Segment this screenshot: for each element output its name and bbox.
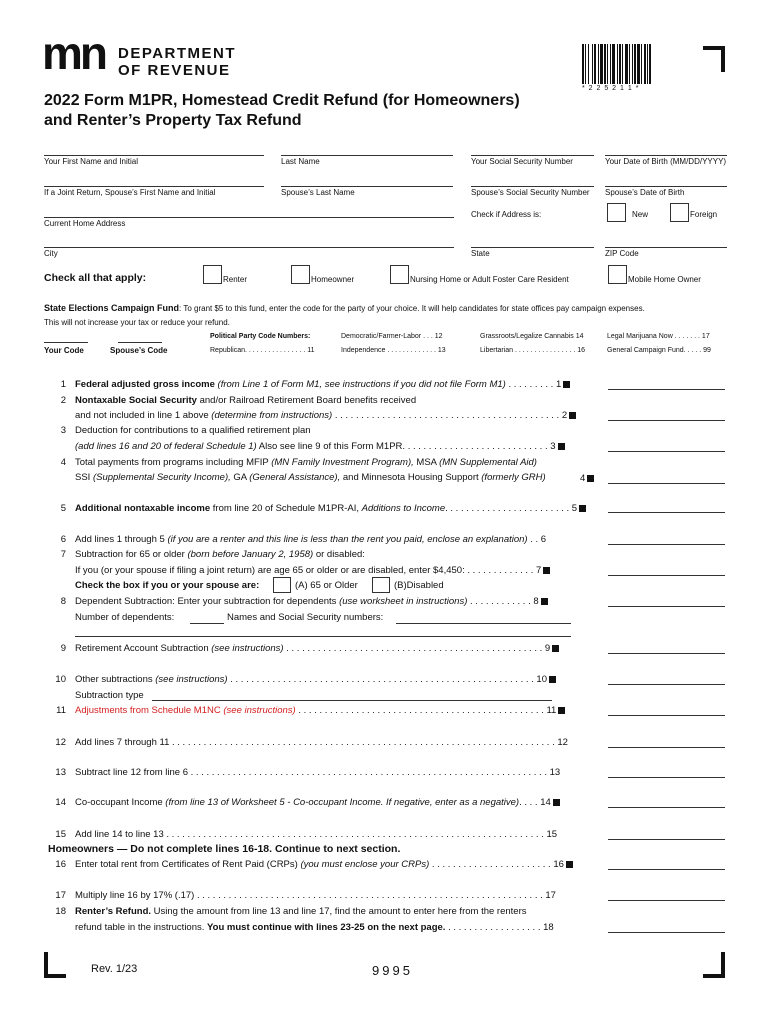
barcode-bar xyxy=(625,44,628,84)
line-5-amount[interactable] xyxy=(608,512,725,513)
line-6: 6 Add lines 1 through 5 (if you are a renter and this line is less than the rent you paid, enclose an explanation) . . 6 xyxy=(60,534,547,545)
line-2a: 2 Nontaxable Social Security and/or Railroad Retirement Board benefits received xyxy=(60,395,417,406)
spouse-dob-field[interactable]: Spouse’s Date of Birth xyxy=(605,188,685,197)
line-17: 17 Multiply line 16 by 17% (.17) . . . . . . . . . . . . . . . . . . . . . . . . . . . . . . . . . . . . . . . . . . . . . . . . . . . . . . . . . . . . . . . . . . 17 xyxy=(55,890,556,901)
spouse-code-field[interactable]: Spouse’s Code xyxy=(110,346,168,355)
barcode-bar xyxy=(604,44,606,84)
dob-field[interactable]: Your Date of Birth (MM/DD/YYYY) xyxy=(605,157,727,166)
party-libertarian: Libertarian . . . . . . . . . . . . . . . . 16 xyxy=(480,347,586,354)
barcode-number: * 2 2 5 2 1 1 * xyxy=(582,85,640,92)
corner-mark-bottom-left xyxy=(44,952,66,978)
new-address-checkbox[interactable] xyxy=(607,203,626,222)
barcode-bar xyxy=(622,44,623,84)
campaign-fund-note: This will not increase your tax or reduce your refund. xyxy=(44,318,230,327)
barcode-bar xyxy=(629,44,630,84)
form-code: 9995 xyxy=(372,963,413,978)
campaign-fund-text xyxy=(44,303,645,313)
dependents-count-label: Number of dependents: xyxy=(75,612,175,623)
barcode-bar xyxy=(594,44,596,84)
party-general-fund: General Campaign Fund. . . . . 99 xyxy=(607,347,711,354)
dependents-count-field[interactable] xyxy=(190,623,224,624)
line-13-amount[interactable] xyxy=(608,777,725,778)
home-address-field[interactable]: Current Home Address xyxy=(44,219,126,228)
form-title-line-1: 2022 Form M1PR, Homestead Credit Refund (for Homeowners) xyxy=(44,92,520,109)
line-14: 14 Co-occupant Income (from line 13 of Worksheet 5 - Co-occupant Income. If negative, enter as a negative). . . . 14 xyxy=(48,797,596,808)
campaign-fund-desc: : To grant $5 to this fund, enter the code for the party of your choice. It will help candidates for state offices pay campaign expenses. xyxy=(179,304,645,313)
party-legal-marijuana: Legal Marijuana Now . . . . . . . 17 xyxy=(607,333,710,340)
disabled-label: (B)Disabled xyxy=(394,580,444,591)
nursing-home-checkbox[interactable] xyxy=(390,265,409,284)
mn-logo: mn xyxy=(42,27,105,79)
line-16: 16 Enter total rent from Certificates of Rent Paid (CRPs) (you must enclose your CRPs) . . . . . . . . . . . . . . . . . . . . . . . 16 xyxy=(48,859,596,870)
ssn-field[interactable]: Your Social Security Number xyxy=(471,157,573,166)
renter-checkbox[interactable] xyxy=(203,265,222,284)
barcode-bar xyxy=(607,44,608,84)
line-6-amount[interactable] xyxy=(608,544,725,545)
foreign-address-checkbox[interactable] xyxy=(670,203,689,222)
barcode-bar xyxy=(619,44,621,84)
line-9-amount[interactable] xyxy=(608,653,725,654)
line-11: 11 Adjustments from Schedule M1NC (see instructions) . . . . . . . . . . . . . . . . . . . . . . . . . . . . . . . . . . . . . . . . . . . . . . . 11 xyxy=(48,705,596,716)
party-independence: Independence . . . . . . . . . . . . . 13 xyxy=(341,347,446,354)
line-10-amount[interactable] xyxy=(608,684,725,685)
barcode-bar xyxy=(637,44,640,84)
barcode-bar xyxy=(612,44,615,84)
dependents-names-field[interactable] xyxy=(396,623,571,624)
line-7c-label: Check the box if you or your spouse are: xyxy=(75,580,260,591)
line-1-amount[interactable] xyxy=(608,389,725,390)
check-address-label: Check if Address is: xyxy=(471,210,542,219)
renter-label: Renter xyxy=(223,275,248,284)
foreign-label: Foreign xyxy=(690,210,718,219)
barcode-bar xyxy=(632,44,633,84)
barcode-bar xyxy=(585,44,586,84)
barcode xyxy=(582,44,677,84)
barcode-bar xyxy=(634,44,636,84)
age-65-checkbox[interactable] xyxy=(273,577,291,593)
zip-field[interactable]: ZIP Code xyxy=(605,249,639,258)
party-codes-label: Political Party Code Numbers: xyxy=(210,333,311,340)
homeowner-label: Homeowner xyxy=(311,275,355,284)
line-10: 10 Other subtractions (see instructions) . . . . . . . . . . . . . . . . . . . . . . . . . . . . . . . . . . . . . . . . . . . . . . . . . . . . . . . . . . 10 xyxy=(48,674,596,685)
line-12: 12 Add lines 7 through 11 . . . . . . . . . . . . . . . . . . . . . . . . . . . . . . . . . . . . . . . . . . . . . . . . . . . . . . . . . . . . . . . . . . . . . . . . . 12 xyxy=(55,737,568,748)
your-code-field[interactable]: Your Code xyxy=(44,346,84,355)
line-8: 8 Dependent Subtraction: Enter your subtraction for dependents (use worksheet in instructions) . . . . . . . . . . . . 8 xyxy=(48,596,596,607)
corner-mark-bottom-right xyxy=(703,952,725,978)
line-2b: and not included in line 1 above (determine from instructions) . . . . . . . . . . . . . . . . . . . . . . . . . . . . . . . . . . . . . . . . . . . 2 xyxy=(48,410,596,421)
line-15: 15 Add line 14 to line 13 . . . . . . . . . . . . . . . . . . . . . . . . . . . . . . . . . . . . . . . . . . . . . . . . . . . . . . . . . . . . . . . . . . . . . . . . 15 xyxy=(55,829,558,840)
line-18-amount[interactable] xyxy=(608,932,725,933)
subtraction-type-field[interactable] xyxy=(152,700,552,701)
line-4a: 4 Total payments from programs including MFIP (MN Family Investment Program), MSA (MN Supplemental Aid) xyxy=(60,457,537,468)
disabled-checkbox[interactable] xyxy=(372,577,390,593)
barcode-bar xyxy=(647,44,648,84)
dependents-names-label: Names and Social Security numbers: xyxy=(227,612,384,623)
line-5: 5 Additional nontaxable income from line 20 of Schedule M1PR-AI, Additions to Income. . . . . . . . . . . . . . . . . . . . . . . . 5 xyxy=(48,503,596,514)
subtraction-type-label: Subtraction type xyxy=(75,690,144,701)
line-7b: If you (or your spouse if filing a joint return) are age 65 or older or are disabled, enter $4,450: . . . . . . . . . . . . . 7 xyxy=(48,565,596,576)
line-8-amount[interactable] xyxy=(608,606,725,607)
last-name-field[interactable]: Last Name xyxy=(281,157,320,166)
corner-mark-top-right xyxy=(703,46,725,72)
barcode-bar xyxy=(641,44,642,84)
line-14-amount[interactable] xyxy=(608,807,725,808)
line-18b: refund table in the instructions. You must continue with lines 23-25 on the next page. . . . . . . . . . . . . . . . . . . 18 xyxy=(75,922,554,933)
barcode-bar xyxy=(617,44,618,84)
line-4-num: 4 xyxy=(580,473,594,484)
line-3-amount[interactable] xyxy=(608,451,725,452)
barcode-bar xyxy=(588,44,589,84)
line-9: 9 Retirement Account Subtraction (see instructions) . . . . . . . . . . . . . . . . . . . . . . . . . . . . . . . . . . . . . . . . . . . . . . . . . 9 xyxy=(48,643,596,654)
spouse-first-name-field[interactable]: If a Joint Return, Spouse’s First Name and Initial xyxy=(44,188,216,197)
party-grassroots: Grassroots/Legalize Cannabis 14 xyxy=(480,333,584,340)
nursing-home-label: Nursing Home or Adult Foster Care Resident xyxy=(410,275,569,284)
first-name-field[interactable]: Your First Name and Initial xyxy=(44,157,138,166)
new-label: New xyxy=(632,210,649,219)
line-17-amount[interactable] xyxy=(608,900,725,901)
barcode-bar xyxy=(582,44,584,84)
homeowner-checkbox[interactable] xyxy=(291,265,310,284)
dependents-names-field-2[interactable] xyxy=(75,636,571,637)
line-2-amount[interactable] xyxy=(608,420,725,421)
line-16-amount[interactable] xyxy=(608,869,725,870)
barcode-bar xyxy=(644,44,646,84)
line-15-amount[interactable] xyxy=(608,839,725,840)
line-18a: 18 Renter’s Refund. Using the amount from line 13 and line 17, find the amount to enter here from the renters xyxy=(55,906,527,917)
form-title-line-2: and Renter’s Property Tax Refund xyxy=(44,112,302,129)
city-field[interactable]: City xyxy=(44,249,58,258)
line-3a: 3 Deduction for contributions to a qualified retirement plan xyxy=(60,425,311,436)
barcode-bar xyxy=(592,44,593,84)
barcode-bar xyxy=(600,44,603,84)
barcode-bar xyxy=(598,44,599,84)
line-4b: SSI (Supplemental Security Income), GA (General Assistance), and Minnesota Housing Support (formerly GRH) xyxy=(75,472,546,483)
campaign-fund-title: State Elections Campaign Fund xyxy=(44,303,180,313)
party-dfl: Democratic/Farmer-Labor . . . 12 xyxy=(341,333,443,340)
line-11-amount[interactable] xyxy=(608,715,725,716)
mobile-home-label: Mobile Home Owner xyxy=(628,275,701,284)
state-field[interactable]: State xyxy=(471,249,490,258)
spouse-ssn-field[interactable]: Spouse’s Social Security Number xyxy=(471,188,590,197)
mobile-home-checkbox[interactable] xyxy=(608,265,627,284)
barcode-bar xyxy=(649,44,651,84)
line-7a: 7 Subtraction for 65 or older (born before January 2, 1958) or disabled: xyxy=(60,549,365,560)
revision-label: Rev. 1/23 xyxy=(91,963,138,975)
line-13: 13 Subtract line 12 from line 6 . . . . . . . . . . . . . . . . . . . . . . . . . . . . . . . . . . . . . . . . . . . . . . . . . . . . . . . . . . . . . . . . . . . . 13 xyxy=(55,767,561,778)
check-all-label: Check all that apply: xyxy=(44,272,147,284)
line-3b: (add lines 16 and 20 of federal Schedule 1) Also see line 9 of this Form M1PR. . . . . . . . . . . . . . . . . . . . . . . . . . . . 3 xyxy=(48,441,596,452)
spouse-last-name-field[interactable]: Spouse’s Last Name xyxy=(281,188,355,197)
line-4-amount[interactable] xyxy=(608,483,725,484)
age-65-label: (A) 65 or Older xyxy=(295,580,358,591)
dept-line-1: DEPARTMENT xyxy=(118,45,237,62)
homeowners-note: Homeowners — Do not complete lines 16-18. Continue to next section. xyxy=(48,843,401,855)
line-1: 1 Federal adjusted gross income (from Line 1 of Form M1, see instructions if you did not file Form M1) . . . . . . . . . 1 xyxy=(48,379,596,390)
barcode-bar xyxy=(610,44,611,84)
party-republican: Republican. . . . . . . . . . . . . . . . 11 xyxy=(210,347,315,354)
dept-line-2: OF REVENUE xyxy=(118,62,231,79)
line-7-amount[interactable] xyxy=(608,575,725,576)
line-12-amount[interactable] xyxy=(608,747,725,748)
